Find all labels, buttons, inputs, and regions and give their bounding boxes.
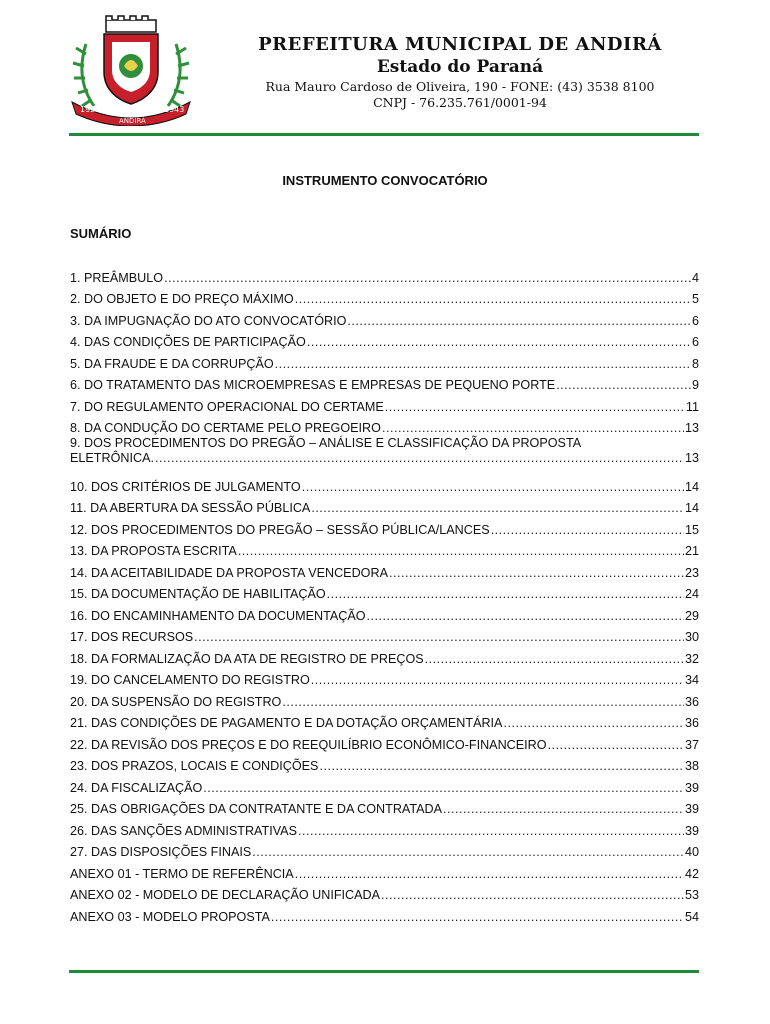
crest-year-right: 1943 [164, 105, 185, 114]
toc-leader-dots [367, 609, 684, 624]
toc-leader-dots [548, 738, 684, 753]
toc-entry[interactable] [70, 860, 699, 882]
toc-entry-page: 14 [684, 501, 699, 515]
toc-entry[interactable] [70, 516, 699, 538]
footer-divider [69, 970, 699, 973]
toc-entry-label: 27. DAS DISPOSIÇÕES FINAIS [70, 845, 252, 859]
toc-entry[interactable] [70, 495, 699, 517]
toc-entry[interactable] [70, 286, 699, 308]
toc-entry-page: 32 [684, 651, 699, 666]
toc-entry[interactable] [70, 796, 699, 818]
toc-entry-page: 6 [691, 335, 699, 349]
toc-entry-label: 14. DA ACEITABILIDADE DA PROPOSTA VENCEDORA [70, 565, 388, 580]
toc-entry-page: 42 [684, 866, 699, 881]
toc-entry-page: 15 [684, 522, 699, 537]
toc-entry-label: 5. DA FRAUDE E DA CORRUPÇÃO [70, 356, 274, 371]
toc-leader-dots [389, 566, 684, 581]
toc-leader-dots [381, 888, 684, 903]
toc-leader-dots [347, 314, 691, 329]
toc-entry-label: 24. DA FISCALIZAÇÃO [70, 780, 203, 795]
state-name: Estado do Paraná [376, 57, 544, 77]
toc-entry[interactable] [70, 602, 699, 624]
toc-entry-label: 23. DOS PRAZOS, LOCAIS E CONDIÇÕES [70, 759, 319, 773]
toc-leader-dots [298, 824, 684, 839]
toc-entry[interactable] [70, 393, 699, 415]
toc-entry-label: 12. DOS PROCEDIMENTOS DO PREGÃO – SESSÃO PÚBLICA/LANCES [70, 522, 490, 537]
toc-entry[interactable] [70, 839, 699, 861]
toc-entry[interactable] [70, 538, 699, 560]
toc-entry-page: 4 [691, 270, 699, 285]
toc-entry-label: 18. DA FORMALIZAÇÃO DA ATA DE REGISTRO DE PREÇOS [70, 651, 424, 666]
toc-leader-dots [503, 716, 684, 731]
toc-entry[interactable] [70, 731, 699, 753]
toc-entry-page: 24 [684, 587, 699, 601]
toc-leader-dots [443, 802, 684, 817]
toc-entry[interactable] [70, 350, 699, 372]
crest-banner-text: ANDIRÁ [119, 117, 146, 125]
toc-entry-page: 53 [684, 888, 699, 902]
toc-leader-dots [311, 501, 684, 516]
toc-entry-label: 17. DOS RECURSOS [70, 630, 194, 644]
toc-entry-page: 54 [684, 909, 699, 924]
toc-entry[interactable] [70, 882, 699, 904]
toc-entry-label: 25. DAS OBRIGAÇÕES DA CONTRATANTE E DA CONTRATADA [70, 802, 443, 816]
toc-entry[interactable] [70, 817, 699, 839]
toc-entry-page: 39 [684, 780, 699, 795]
toc-entry-label: 13. DA PROPOSTA ESCRITA [70, 544, 237, 558]
toc-entry-page: 6 [691, 313, 699, 328]
toc-leader-dots [295, 292, 691, 307]
toc-entry-page: 38 [684, 759, 699, 773]
toc-entry-page: 5 [691, 292, 699, 306]
toc-entry-label: 2. DO OBJETO E DO PREÇO MÁXIMO [70, 292, 294, 306]
toc-entry-page: 36 [684, 716, 699, 730]
address-line: Rua Mauro Cardoso de Oliveira, 190 - FONE: (43) 3538 8100 [265, 79, 655, 94]
toc-entry-page: 8 [691, 356, 699, 371]
toc-entry-page: 9 [691, 378, 699, 392]
toc-leader-dots [556, 378, 691, 393]
toc-entry-page: 36 [684, 694, 699, 709]
toc-entry-label: 19. DO CANCELAMENTO DO REGISTRO [70, 673, 310, 687]
toc-leader-dots [271, 910, 684, 925]
toc-leader-dots [164, 271, 691, 286]
header-text-block [230, 34, 690, 111]
toc-entry-label: ANEXO 02 - MODELO DE DECLARAÇÃO UNIFICADA [70, 888, 381, 902]
toc-entry-page: 30 [684, 630, 699, 644]
crest-year-left: 1927 [80, 105, 101, 114]
toc-entry-label: ANEXO 01 - TERMO DE REFERÊNCIA [70, 866, 294, 881]
toc-entry[interactable] [70, 667, 699, 689]
toc-entry-label: 4. DAS CONDIÇÕES DE PARTICIPAÇÃO [70, 335, 306, 349]
toc-entry-page: 11 [685, 399, 699, 414]
toc-entry[interactable] [70, 559, 699, 581]
toc-entry-page: 37 [684, 737, 699, 752]
toc-entry-label: 3. DA IMPUGNAÇÃO DO ATO CONVOCATÓRIO [70, 313, 347, 328]
cnpj-line: CNPJ - 76.235.761/0001-94 [373, 95, 547, 110]
toc-entry-label: ANEXO 03 - MODELO PROPOSTA [70, 909, 270, 924]
toc-entry[interactable] [70, 774, 699, 796]
toc-entry-page: 21 [684, 544, 699, 558]
toc-entry-label: 20. DA SUSPENSÃO DO REGISTRO [70, 694, 282, 709]
toc-entry-page: 34 [684, 673, 699, 687]
toc-entry-page: 39 [684, 802, 699, 816]
toc-entry[interactable] [70, 307, 699, 329]
toc-entry-label: 26. DAS SANÇÕES ADMINISTRATIVAS [70, 823, 297, 838]
toc-entry[interactable] [70, 329, 699, 351]
municipality-title: PREFEITURA MUNICIPAL DE ANDIRÁ [258, 34, 662, 55]
toc-entry[interactable] [70, 624, 699, 646]
toc-leader-dots [491, 523, 684, 538]
toc-entry-page: 13 [684, 421, 699, 435]
toc-entry-label: 1. PREÂMBULO [70, 270, 164, 285]
table-of-contents [70, 264, 699, 925]
toc-entry[interactable] [70, 473, 699, 495]
toc-leader-dots [282, 695, 684, 710]
page-header [0, 0, 770, 140]
toc-leader-dots [425, 652, 684, 667]
header-divider [69, 133, 699, 136]
toc-leader-dots [238, 544, 684, 559]
toc-leader-dots [194, 630, 684, 645]
toc-entry[interactable] [70, 264, 699, 286]
toc-entry-label: 9. DOS PROCEDIMENTOS DO PREGÃO – ANÁLISE E CLASSIFICAÇÃO DA PROPOSTA [70, 436, 582, 450]
toc-entry[interactable] [70, 645, 699, 667]
toc-entry-label: 21. DAS CONDIÇÕES DE PAGAMENTO E DA DOTAÇÃO ORÇAMENTÁRIA [70, 716, 503, 730]
toc-entry-label: 6. DO TRATAMENTO DAS MICROEMPRESAS E EMPRESAS DE PEQUENO PORTE [70, 378, 556, 392]
toc-entry-label: 11. DA ABERTURA DA SESSÃO PÚBLICA [70, 501, 311, 515]
toc-leader-dots [307, 335, 691, 350]
toc-leader-dots [385, 400, 685, 415]
toc-entry[interactable] [70, 903, 699, 925]
toc-entry-page: 40 [684, 845, 699, 859]
toc-leader-dots [327, 587, 684, 602]
summary-heading: SUMÁRIO [70, 226, 132, 241]
toc-leader-dots [252, 845, 684, 860]
toc-entry-label: 8. DA CONDUÇÃO DO CERTAME PELO PREGOEIRO [70, 421, 381, 435]
toc-entry[interactable] [70, 581, 699, 603]
toc-leader-dots [275, 357, 691, 372]
toc-entry[interactable] [70, 436, 699, 473]
municipal-crest-logo [64, 14, 198, 126]
toc-entry-page: 14 [684, 479, 699, 494]
toc-entry-label: 10. DOS CRITÉRIOS DE JULGAMENTO [70, 479, 301, 494]
toc-entry[interactable] [70, 710, 699, 732]
toc-leader-dots [382, 421, 684, 436]
toc-entry-page: 39 [684, 823, 699, 838]
toc-entry[interactable] [70, 372, 699, 394]
toc-entry-page: 23 [684, 565, 699, 580]
toc-entry-label: 22. DA REVISÃO DOS PREÇOS E DO REEQUILÍBRIO ECONÔMICO-FINANCEIRO [70, 737, 547, 752]
toc-leader-dots [295, 867, 684, 882]
toc-leader-dots [319, 759, 684, 774]
toc-entry-label: 16. DO ENCAMINHAMENTO DA DOCUMENTAÇÃO [70, 608, 366, 623]
toc-entry-page: 13 [684, 451, 699, 465]
toc-entry[interactable] [70, 753, 699, 775]
toc-entry[interactable] [70, 415, 699, 437]
toc-entry-page: 29 [684, 608, 699, 623]
toc-entry[interactable] [70, 688, 699, 710]
toc-leader-dots [311, 673, 684, 688]
document-title: INSTRUMENTO CONVOCATÓRIO [282, 173, 488, 188]
toc-entry-label: 7. DO REGULAMENTO OPERACIONAL DO CERTAME [70, 399, 384, 414]
toc-entry-label-continued: ELETRÔNICA. [70, 451, 154, 465]
toc-entry-label: 15. DA DOCUMENTAÇÃO DE HABILITAÇÃO [70, 587, 326, 601]
toc-leader-dots [302, 480, 684, 495]
toc-leader-dots [155, 451, 684, 466]
toc-leader-dots [203, 781, 684, 796]
